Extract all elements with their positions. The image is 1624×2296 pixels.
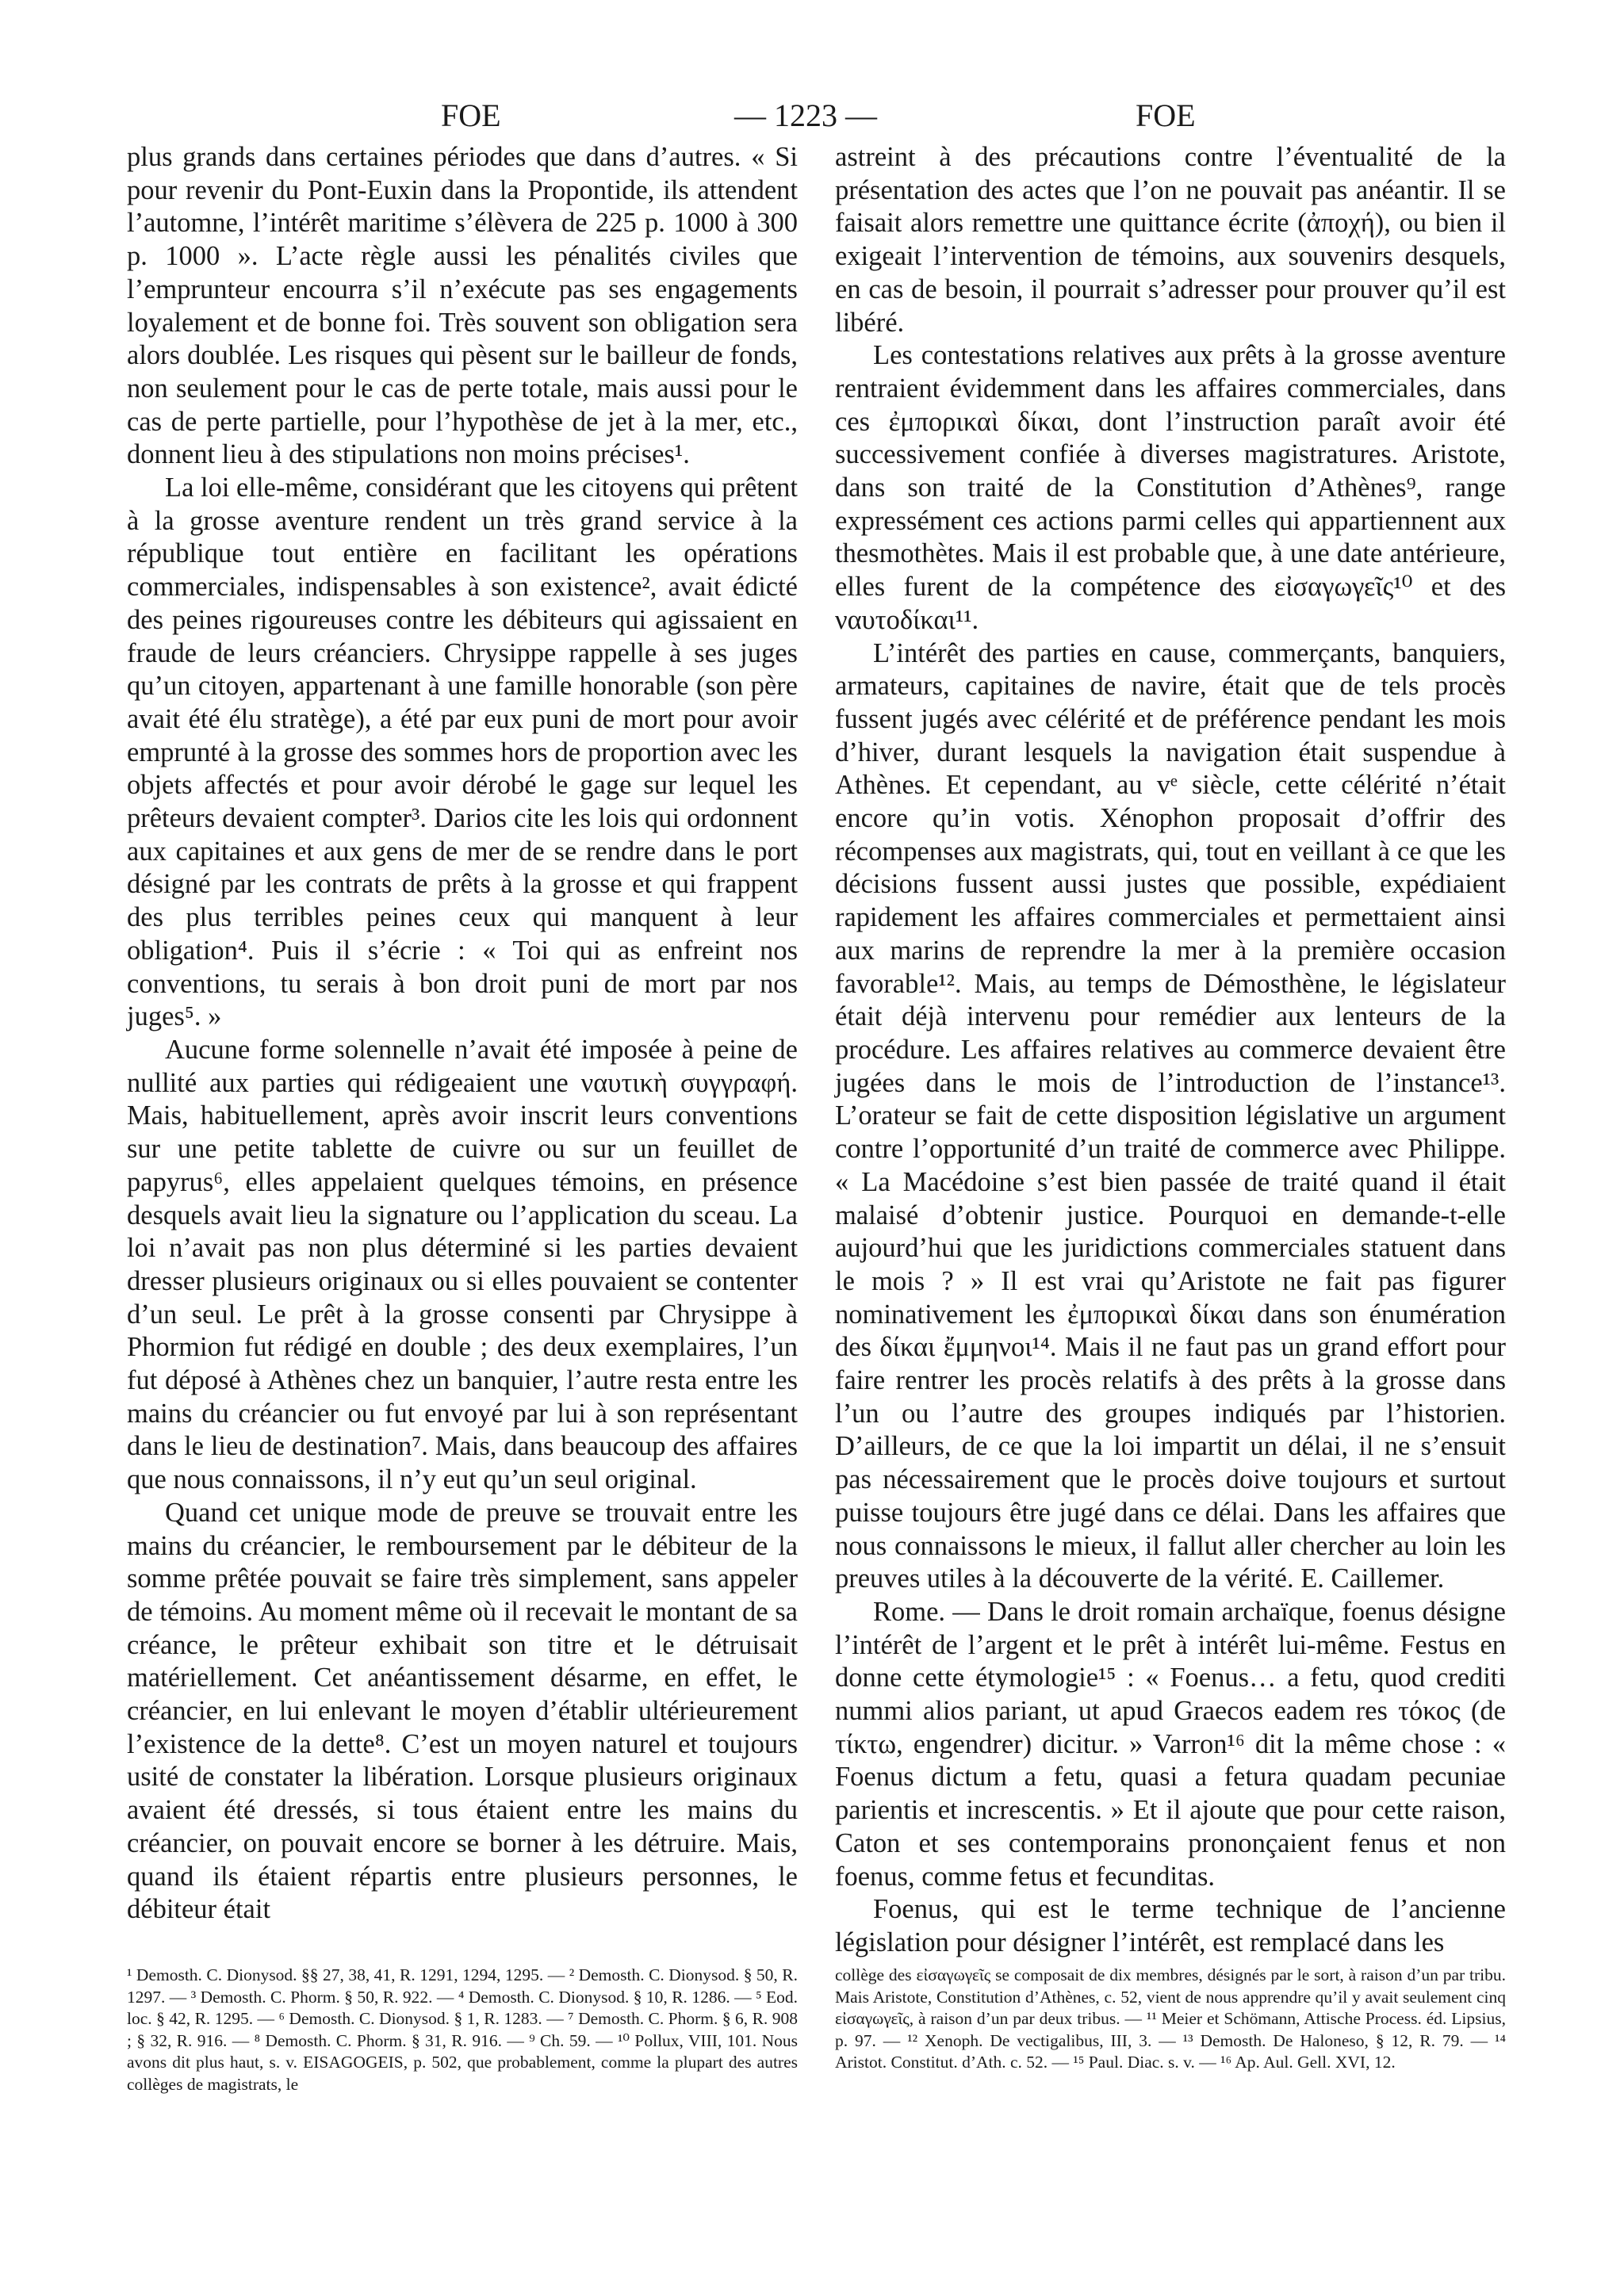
paragraph: Les contestations relatives aux prêts à la grosse aventure rentraient évidemment dans les affaires commerciales, dans ces ἐμπορικαὶ δίκαι, dont l’instruction paraît avoir été successivement confiée à diverses magistratures. Aristote, dans son traité de la Constitution d’Athènes⁹, range expressément ces actions parmi celles qui appartiennent aux thesmothètes. Mais il est probable que, à une date antérieure, elles furent de la compétence des εἰσαγωγεῖς¹⁰ et des ναυτοδίκαι¹¹. [835, 340, 1506, 635]
paragraph: Quand cet unique mode de preuve se trouvait entre les mains du créancier, le remboursement par le débiteur de la somme prêtée pouvait se faire très simplement, sans appeler de témoins. Au moment même où il recevait le montant de sa créance, le prêteur exhibait son titre et le détruisait matériellement. Cet anéantissement désarme, en effet, le créancier, en lui enlevant le moyen d’établir ultérieurement l’existence de la dette⁸. C’est un moyen naturel et toujours usité de constater la libération. Lorsque plusieurs originaux avaient été dressés, si tous étaient entre les mains du créancier, on pouvait encore se borner à les détruire. Mais, quand ils étaient répartis entre plusieurs personnes, le débiteur était [127, 1497, 798, 1925]
paragraph: La loi elle-même, considérant que les citoyens qui prêtent à la grosse aventure rendent un très grand service à la république tout entière en facilitant les opérations commerciales, indispensables à son existence², avait édicté des peines rigoureuses contre les débiteurs qui agissaient en fraude de leurs créanciers. Chrysippe rappelle à ses juges qu’un citoyen, appartenant à une famille honorable (son père avait été élu stratège), a été par eux puni de mort pour avoir emprunté à la grosse des sommes hors de proportion avec les objets affectés et pour avoir dérobé le gage sur lequel les prêteurs devaient compter³. Darios cite les lois qui ordonnent aux capitaines et aux gens de mer de se rendre dans le port désigné par les contrats de prêts à la grosse et qui frappent des plus terribles peines ceux qui manquent à leur obligation⁴. Puis il s’écrie : « Toi qui as enfreint nos conventions, tu serais à bon droit puni de mort par nos juges⁵. » [127, 473, 799, 1032]
paragraph: Aucune forme solennelle n’avait été imposée à peine de nullité aux parties qui rédigeaient une ναυτικὴ συγγραφή. Mais, habituellement, après avoir inscrit leurs conventions sur une petite tablette de cuivre ou sur un feuillet de papyrus⁶, elles appelaient quelques témoins, en présence desquels avait lieu la signature ou l’application du sceau. La loi n’avait pas non plus déterminé si les parties devaient dresser plusieurs originaux ou si elles pouvaient se contenter d’un seul. Le prêt à la grosse consenti par Chrysippe à Phormion fut rédigé en double ; des deux exemplaires, l’un fut déposé à Athènes chez un banquier, l’autre resta entre les mains du créancier ou fut envoyé par lui à son représentant dans le lieu de destination⁷. Mais, dans beaucoup des affaires que nous connaissons, il n’y eut qu’un seul original. [127, 1034, 798, 1495]
paragraph: Rome. — Dans le droit romain archaïque, foenus désigne l’intérêt de l’argent et le prêt à intérêt lui-même. Festus en donne cette étymologie¹⁵ : « Foenus… a fetu, quod crediti nummi alios pariant, ut apud Graecos eadem res τόκος (de τίκτω, engendrer) dicitur. » Varron¹⁶ dit la même chose : « Foenus dictum a fetu, quasi a fetura quadam pecuniae parientis et increscentis. » Et il ajoute que pour cette raison, Caton et ses contemporains prononçaient fenus et non foenus, comme fetus et fecunditas. [835, 1596, 1506, 1892]
header-left-keyword: FOE [441, 98, 501, 133]
footnote-text: ¹ Demosth. C. Dionysod. §§ 27, 38, 41, R. 1291, 1294, 1295. — ² Demosth. C. Dionysod. § 50, R. 1297. — ³ Demosth. C. Phorm. § 50, R. 922. — ⁴ Demosth. C. Dionysod. § 10, R. 1286. — ⁵ Eod. loc. § 42, R. 1295. — ⁶ Demosth. C. Dionysod. § 1, R. 1283. — ⁷ Demosth. C. Phorm. § 6, R. 908 ; § 32, R. 916. — ⁸ Demosth. C. Phorm. § 31, R. 916. — ⁹ Ch. 59. — ¹⁰ Pollux, VIII, 101. Nous avons dit plus haut, s. v. EISAGOGEIS, p. 502, que probablement, comme la plupart des autres collèges de magistrats, le [127, 1965, 798, 2094]
footnotes-left [127, 1965, 798, 2095]
footnotes-right [835, 1965, 1506, 2074]
left-column [127, 141, 798, 1927]
paragraph: astreint à des précautions contre l’éventualité de la présentation des actes que l’on ne pouvait pas anéantir. Il se faisait alors remettre une quittance écrite (ἀποχή), ou bien il exigeait l’intervention de témoins, aux souvenirs desquels, en cas de besoin, il pourrait s’adresser pour prouver qu’il est libéré. [835, 142, 1506, 338]
page-number: — 1223 — [734, 98, 877, 133]
paragraph: plus grands dans certaines périodes que dans d’autres. « Si pour revenir du Pont-Euxin dans la Propontide, ils attendent l’automne, l’intérêt maritime s’élèvera de 225 p. 1000 à 300 p. 1000 ». L’acte règle aussi les pénalités civiles que l’emprunteur encourra s’il n’exécute pas ses engagements loyalement et de bonne foi. Très souvent son obligation sera alors doublée. Les risques qui pèsent sur le bailleur de fonds, non seulement pour le cas de perte totale, mais aussi pour le cas de perte partielle, pour l’hypothèse de jet à la mer, etc., donnent lieu à des stipulations non moins précises¹. [127, 142, 798, 470]
footnote-text: collège des εἰσαγωγεῖς se composait de dix membres, désignés par le sort, à raison d’un par tribu. Mais Aristote, Constitution d’Athènes, c. 52, vient de nous apprendre qu’il y avait seulement cinq εἰσαγωγεῖς, à raison d’un par deux tribus. — ¹¹ Meier et Schömann, Attische Process. éd. Lipsius, p. 97. — ¹² Xenoph. De vectigalibus, III, 3. — ¹³ Demosth. De Haloneso, § 12, R. 79. — ¹⁴ Aristot. Constitut. d’Ath. c. 52. — ¹⁵ Paul. Diac. s. v. — ¹⁶ Ap. Aul. Gell. XVI, 12. [835, 1965, 1506, 2072]
header-right-keyword: FOE [1136, 98, 1196, 133]
right-column [835, 141, 1506, 1960]
paragraph: Foenus, qui est le terme technique de l’ancienne législation pour désigner l’intérêt, est remplacé dans les [835, 1894, 1506, 1957]
paragraph: L’intérêt des parties en cause, commerçants, banquiers, armateurs, capitaines de navire, était que de tels procès fussent jugés avec célérité et de préférence pendant les mois d’hiver, durant lesquels la navigation était suspendue à Athènes. Et cependant, au vᵉ siècle, cette célérité n’était encore qu’in votis. Xénophon proposait d’offrir des récompenses aux magistrats, qui, tout en veillant à ce que les décisions fussent aussi justes que possible, expédiaient rapidement les affaires commerciales et permettaient ainsi aux marins de reprendre la mer à la première occasion favorable¹². Mais, au temps de Démosthène, le législateur était déjà intervenu pour remédier aux lenteurs de la procédure. Les affaires relatives au commerce devaient être jugées dans le mois de l’introduction de l’instance¹³. L’orateur se fait de cette disposition législative un argument contre l’opportunité d’un traité de commerce avec Philippe. « La Macédoine s’est bien passée de traité quand il était malaisé d’obtenir justice. Pourquoi en demande-t-elle aujourd’hui que les juridictions commerciales statuent dans le mois ? » Il est vrai qu’Aristote ne fait pas figurer nominativement les ἐμπορικαὶ δίκαι dans son énumération des δίκαι ἔμμηνοι¹⁴. Mais il ne faut pas un grand effort pour faire rentrer les procès relatifs à des prêts à la grosse dans l’un ou l’autre des groupes indiqués par l’historien. D’ailleurs, de ce que la loi impartit un délai, il ne s’ensuit pas nécessairement que le procès doive toujours et surtout puisse toujours être jugé dans ce délai. Dans les affaires que nous connaissons le mieux, il fallut aller chercher au loin les preuves utiles à la découverte de la vérité. E. Caillemer. [835, 637, 1506, 1594]
